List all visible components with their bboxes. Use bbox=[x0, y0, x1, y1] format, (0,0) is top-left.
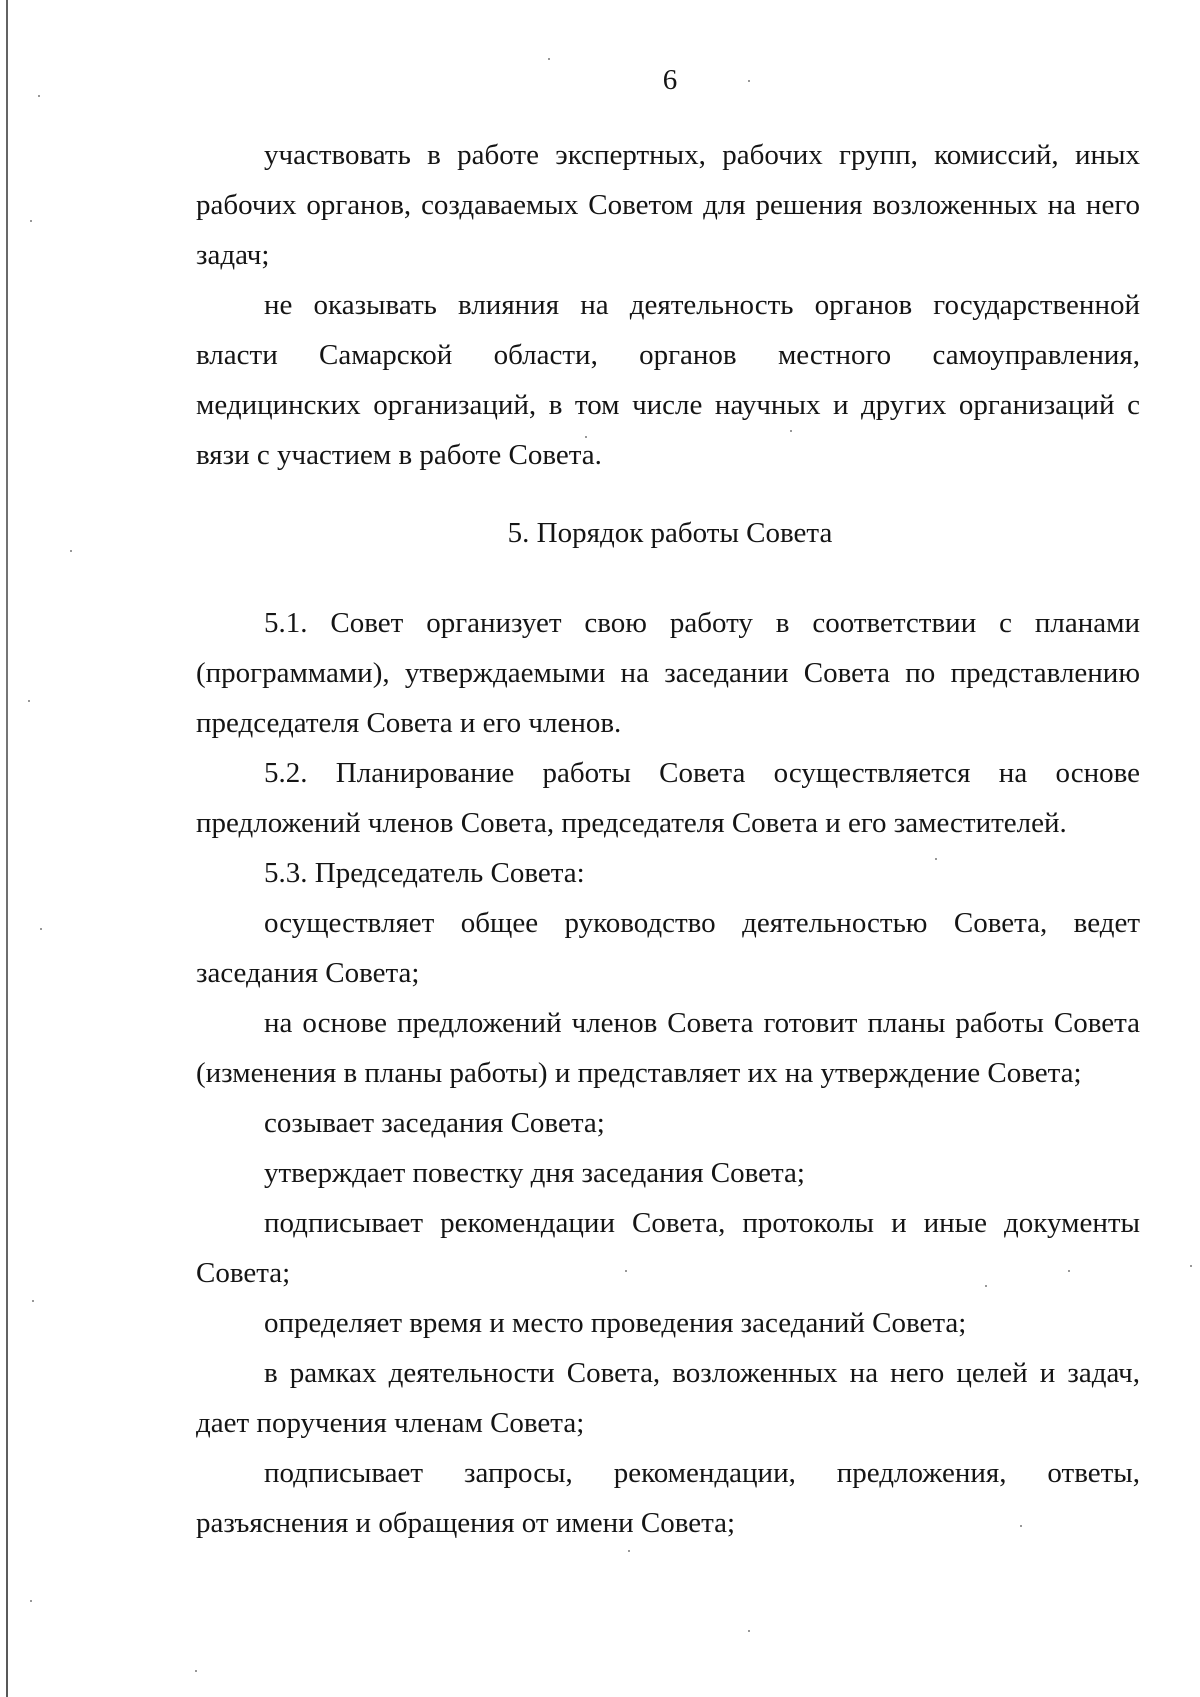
scan-speck bbox=[30, 220, 32, 222]
scan-speck bbox=[628, 1550, 630, 1552]
list-item: на основе предложений членов Совета готовит планы работы Совета (изменения в планы работы) и представляет их на утверждение Совета; bbox=[196, 1007, 1140, 1089]
list-item: подписывает запросы, рекомендации, предложения, ответы, разъяснения и обращения от имени Совета; bbox=[196, 1457, 1140, 1539]
scan-speck bbox=[38, 95, 40, 97]
scan-speck bbox=[748, 1630, 750, 1632]
text-block-section-5 bbox=[196, 598, 1140, 1548]
scan-speck bbox=[748, 80, 750, 82]
scan-speck bbox=[32, 1300, 34, 1302]
list-item: в рамках деятельности Совета, возложенных на него целей и задач, дает поручения членам Совета; bbox=[196, 1357, 1140, 1439]
scan-speck bbox=[70, 550, 72, 552]
scan-speck bbox=[935, 858, 937, 860]
scan-speck bbox=[985, 1285, 987, 1287]
scan-speck bbox=[1190, 1265, 1192, 1267]
list-item: созывает заседания Совета; bbox=[264, 1107, 605, 1139]
scan-speck bbox=[28, 700, 30, 702]
paragraph: участвовать в работе экспертных, рабочих групп, комиссий, иных рабочих органов, создаваемых Советом для решения возложенных на него задач; bbox=[196, 139, 1140, 271]
scan-speck bbox=[585, 436, 587, 438]
scan-speck bbox=[1068, 1270, 1070, 1272]
scan-speck bbox=[30, 1600, 32, 1602]
scan-speck bbox=[195, 1670, 197, 1672]
list-item: определяет время и место проведения заседаний Совета; bbox=[264, 1307, 967, 1339]
text-block-before-section bbox=[196, 130, 1140, 480]
paragraph-5-2: 5.2. Планирование работы Совета осуществляется на основе предложений членов Совета, председателя Совета и его заместителей. bbox=[196, 757, 1140, 839]
scan-speck bbox=[625, 1270, 627, 1272]
paragraph-5-3: 5.3. Председатель Совета: bbox=[264, 857, 585, 889]
list-item: подписывает рекомендации Совета, протоколы и иные документы Совета; bbox=[196, 1207, 1140, 1289]
paragraph-5-1: 5.1. Совет организует свою работу в соответствии с планами (программами), утверждаемыми на заседании Совета по представлению председателя Совета и его членов. bbox=[196, 607, 1140, 739]
paragraph: не оказывать влияния на деятельность органов государственной власти Самарской области, органов местного самоуправления, медицинских организаций, в том числе научных и других организаций с вязи с участием в работе Совета. bbox=[196, 289, 1140, 471]
list-item: утверждает повестку дня заседания Совета; bbox=[264, 1157, 805, 1189]
scan-speck bbox=[790, 430, 792, 432]
section-heading: 5. Порядок работы Совета bbox=[507, 517, 833, 549]
scan-speck bbox=[1020, 1525, 1022, 1527]
list-item: осуществляет общее руководство деятельностью Совета, ведет заседания Совета; bbox=[196, 907, 1140, 989]
page-number: 6 bbox=[662, 64, 678, 96]
scan-speck bbox=[548, 58, 550, 60]
scan-speck bbox=[40, 928, 42, 930]
scan-left-edge bbox=[6, 0, 8, 1697]
